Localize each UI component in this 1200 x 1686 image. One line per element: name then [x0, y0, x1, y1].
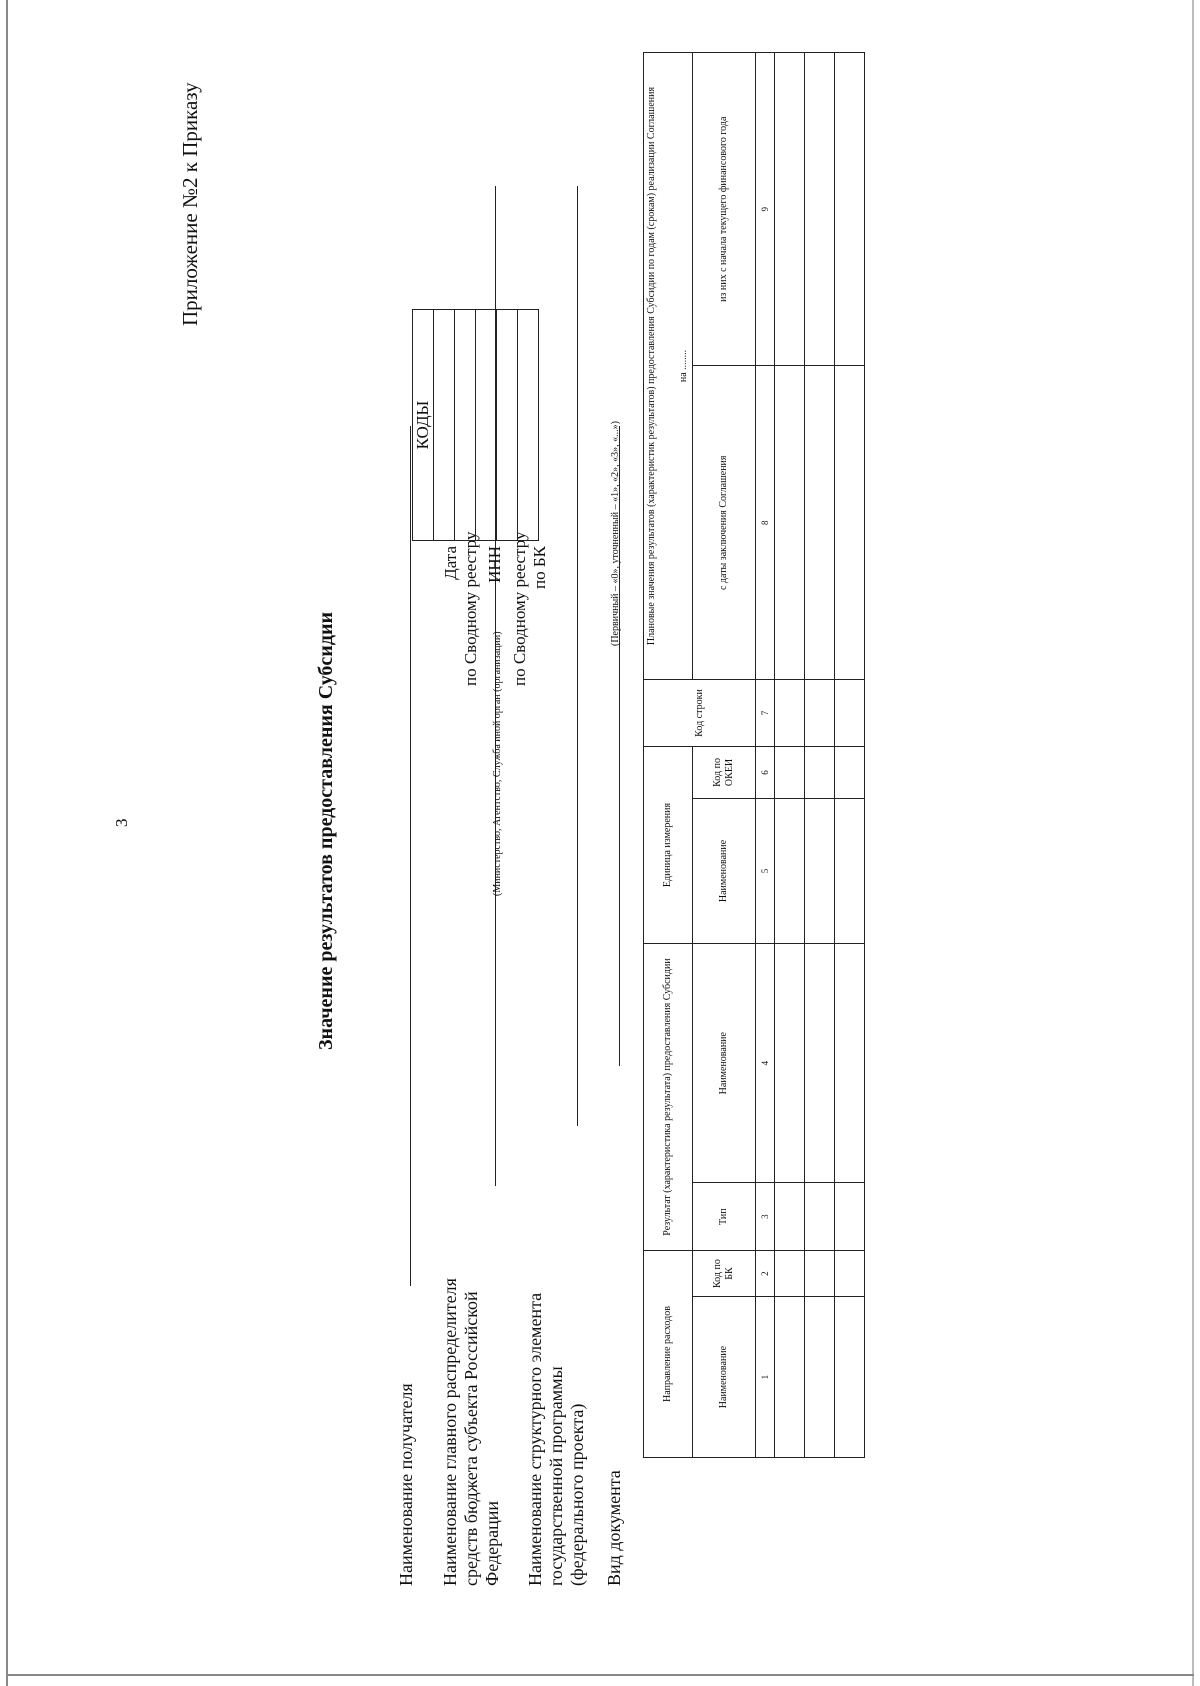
svod-reestr-label-1: по Сводному реестру	[461, 531, 480, 686]
header-from-year: из них с начала текущего финансового года	[693, 53, 756, 367]
header-plan-text: Плановые значения результатов (характеристик результатов) предоставления Субсидии по годам (срокам) реализации Соглашения	[646, 86, 657, 646]
table-header-row-2	[693, 53, 756, 1458]
column-number: 6	[756, 747, 775, 799]
column-number: 3	[756, 1183, 775, 1251]
column-number: 7	[756, 680, 775, 747]
column-number: 9	[756, 53, 775, 367]
document-title: Значение результатов предоставления Субсидии	[315, 612, 337, 1050]
header-code-bk: Код по БК	[693, 1251, 756, 1297]
page-number: 3	[112, 818, 131, 827]
inn-label: ИНН	[485, 546, 504, 583]
code-cell-bk	[518, 310, 539, 541]
code-cell-date	[434, 310, 455, 541]
appendix-heading: Приложение №2 к Приказу	[178, 82, 202, 326]
code-cell-inn	[476, 310, 497, 541]
codes-header: КОДЫ	[413, 310, 434, 541]
doc-type-hint: (Первичный – «0», уточненный – «1», «2», «3», «...»)	[610, 421, 621, 646]
table-cell	[835, 747, 865, 799]
table-cell	[805, 747, 835, 799]
codes-table	[412, 309, 539, 541]
table-cell	[775, 1251, 805, 1297]
recipient-label: Наименование получателя	[396, 1383, 416, 1586]
table-cell	[775, 944, 805, 1183]
table-cell	[775, 1297, 805, 1458]
results-table	[643, 52, 865, 1458]
table-cell	[835, 53, 865, 367]
program-underline	[577, 186, 578, 1126]
doc-type-label: Вид документа	[604, 1470, 624, 1586]
header-unit-name: Наименование	[693, 798, 756, 943]
header-result: Результат (характеристика результата) предоставления Субсидии	[644, 944, 693, 1251]
svod-reestr-label-2: по Сводному реестру	[510, 531, 529, 686]
header-code-row: Код строки	[644, 680, 756, 747]
column-number: 4	[756, 944, 775, 1183]
table-cell	[805, 680, 835, 747]
header-direction-name: Наименование	[693, 1297, 756, 1458]
header-type: Тип	[693, 1183, 756, 1251]
table-cell	[805, 1251, 835, 1297]
bk-label: по БК	[530, 546, 549, 589]
table-cell	[835, 1297, 865, 1458]
table-cell	[775, 798, 805, 943]
column-numbers-row	[756, 53, 775, 1458]
recipient-underline	[410, 426, 411, 1286]
header-okei: Код по ОКЕИ	[693, 747, 756, 799]
distributor-label: Наименование главного распределителя средств бюджета субъекта Российской Федерации	[440, 1278, 502, 1586]
column-number: 2	[756, 1251, 775, 1297]
header-direction: Направление расходов	[644, 1251, 693, 1458]
date-label: Дата	[441, 546, 460, 580]
table-cell	[805, 366, 835, 680]
column-number: 8	[756, 366, 775, 680]
table-cell	[805, 1183, 835, 1251]
table-header-row-1	[644, 53, 693, 1458]
table-cell	[835, 798, 865, 943]
table-row	[835, 53, 865, 1458]
table-row	[805, 53, 835, 1458]
table-cell	[805, 53, 835, 367]
table-cell	[775, 680, 805, 747]
column-number: 1	[756, 1297, 775, 1458]
header-unit: Единица измерения	[644, 747, 693, 944]
distributor-hint: (Министерство, Агентство, Служба иной орган (организации)	[492, 631, 503, 896]
table-cell	[835, 680, 865, 747]
table-cell	[835, 1183, 865, 1251]
code-cell-svod1	[455, 310, 476, 541]
code-cell-svod2	[497, 310, 518, 541]
table-cell	[775, 53, 805, 367]
header-result-name: Наименование	[693, 944, 756, 1183]
table-cell	[805, 798, 835, 943]
table-cell	[835, 944, 865, 1183]
table-cell	[805, 944, 835, 1183]
table-cell	[775, 747, 805, 799]
table-cell	[805, 1297, 835, 1458]
header-plan	[644, 53, 693, 680]
program-label: Наименование структурного элемента государственной программы (федерального проекта)	[525, 1292, 587, 1586]
table-cell	[775, 366, 805, 680]
table-cell	[775, 1183, 805, 1251]
column-number: 5	[756, 798, 775, 943]
table-row	[775, 53, 805, 1458]
table-cell	[835, 1251, 865, 1297]
table-cell	[835, 366, 865, 680]
header-from-date: с даты заключения Соглашения	[693, 366, 756, 680]
header-plan-na: на ........	[678, 349, 689, 383]
